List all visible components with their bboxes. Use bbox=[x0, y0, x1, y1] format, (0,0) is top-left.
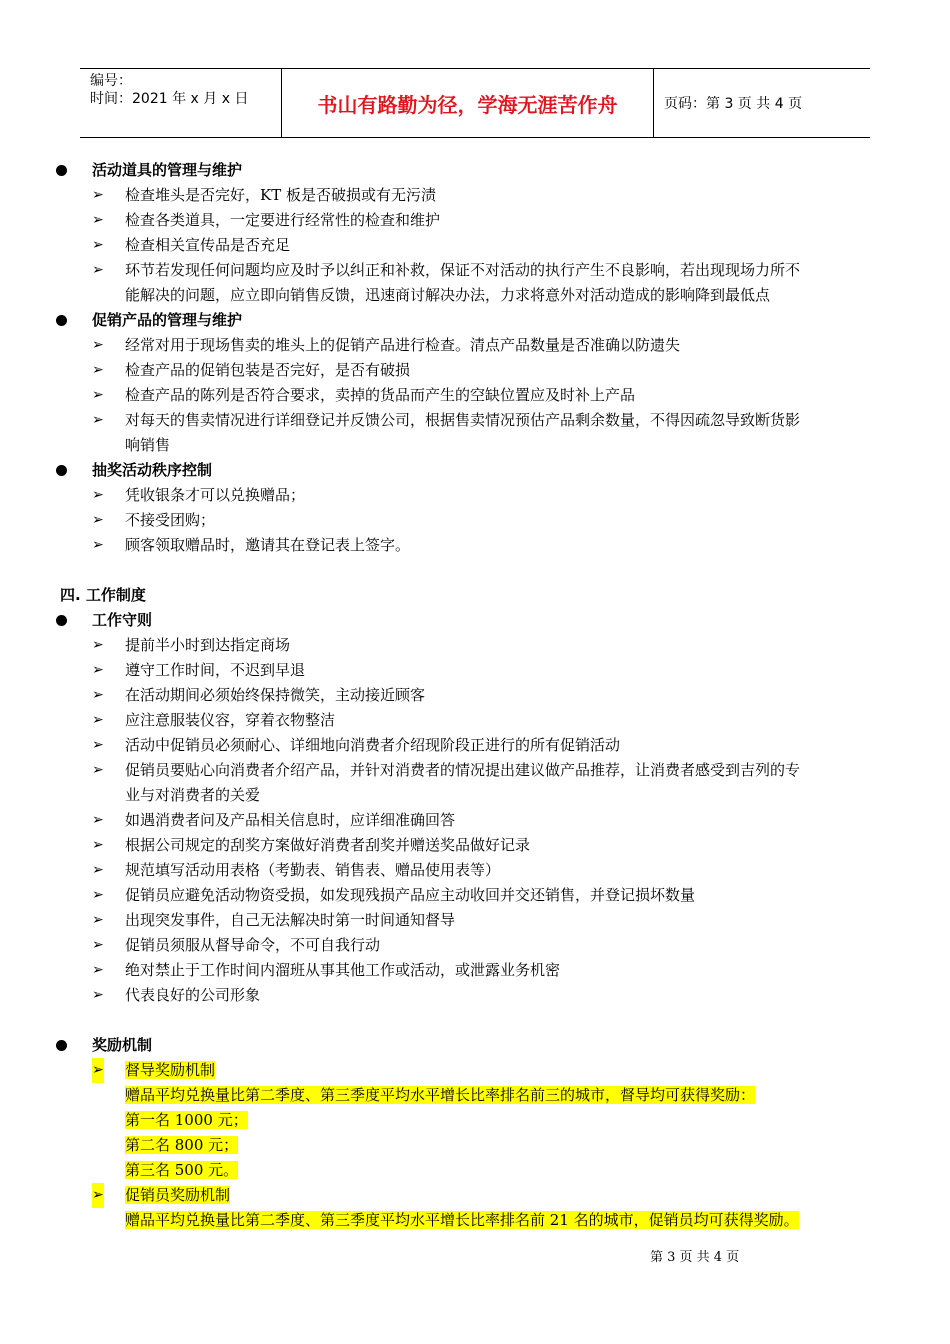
list-item: 能解决的问题，应立即向销售反馈，迅速商讨解决办法，力求将意外对活动造成的影响降到最低点 bbox=[125, 286, 771, 304]
list-item: 不接受团购； bbox=[125, 511, 216, 529]
section-heading: 奖励机制 bbox=[92, 1036, 153, 1054]
arrow-bullet-icon: ➢ bbox=[92, 762, 104, 778]
list-item: 如遇消费者问及产品相关信息时，应详细准确回答 bbox=[125, 811, 456, 829]
list-item: 遵守工作时间，不迟到早退 bbox=[125, 661, 306, 679]
list-item: 第二名 800 元； bbox=[125, 1136, 239, 1154]
list-item: 检查相关宣传品是否充足 bbox=[125, 236, 291, 254]
arrow-bullet-icon: ➢ bbox=[92, 737, 104, 753]
arrow-bullet-icon: ➢ bbox=[92, 962, 104, 978]
arrow-bullet-icon: ➢ bbox=[92, 262, 104, 278]
arrow-bullet-icon: ➢ bbox=[92, 1058, 104, 1083]
header-meta bbox=[80, 69, 282, 137]
list-item: 规范填写活动用表格（考勤表、销售表、赠品使用表等） bbox=[125, 861, 501, 879]
list-item: 赠品平均兑换量比第二季度、第三季度平均水平增长比率排名前 21 名的城市，促销员均可获得奖励。 bbox=[125, 1211, 799, 1229]
list-item: 根据公司规定的刮奖方案做好消费者刮奖并赠送奖品做好记录 bbox=[125, 836, 531, 854]
list-item: 经常对用于现场售卖的堆头上的促销产品进行检查。清点产品数量是否准确以防遗失 bbox=[125, 336, 681, 354]
section-title: 四. 工作制度 bbox=[60, 586, 146, 604]
list-item: 赠品平均兑换量比第二季度、第三季度平均水平增长比率排名前三的城市，督导均可获得奖励： bbox=[125, 1086, 756, 1104]
list-item: 检查产品的陈列是否符合要求，卖掉的货品而产生的空缺位置应及时补上产品 bbox=[125, 386, 636, 404]
list-item: 凭收银条才可以兑换赠品； bbox=[125, 486, 306, 504]
arrow-bullet-icon: ➢ bbox=[92, 512, 104, 528]
arrow-bullet-icon: ➢ bbox=[92, 712, 104, 728]
arrow-bullet-icon: ➢ bbox=[92, 912, 104, 928]
list-item: 提前半小时到达指定商场 bbox=[125, 636, 291, 654]
list-item: 业与对消费者的关爱 bbox=[125, 786, 261, 804]
arrow-bullet-icon: ➢ bbox=[92, 662, 104, 678]
arrow-bullet-icon: ➢ bbox=[92, 412, 104, 428]
arrow-bullet-icon: ➢ bbox=[92, 887, 104, 903]
section-heading: 工作守则 bbox=[92, 611, 153, 629]
list-item: 响销售 bbox=[125, 436, 171, 454]
time-label: 时间：2021 年 x 月 x 日 bbox=[90, 91, 249, 107]
section-heading: 抽奖活动秩序控制 bbox=[92, 461, 213, 479]
list-item: 在活动期间必须始终保持微笑，主动接近顾客 bbox=[125, 686, 426, 704]
number-label: 编号： bbox=[90, 73, 132, 89]
bullet-icon bbox=[56, 1040, 67, 1051]
arrow-bullet-icon: ➢ bbox=[92, 537, 104, 553]
list-item: 绝对禁止于工作时间内溜班从事其他工作或活动，或泄露业务机密 bbox=[125, 961, 561, 979]
arrow-bullet-icon: ➢ bbox=[92, 687, 104, 703]
list-item: 应注意服装仪容，穿着衣物整洁 bbox=[125, 711, 336, 729]
list-item: 顾客领取赠品时，邀请其在登记表上签字。 bbox=[125, 536, 411, 554]
arrow-bullet-icon: ➢ bbox=[92, 987, 104, 1003]
arrow-bullet-icon: ➢ bbox=[92, 212, 104, 228]
list-item: 检查产品的促销包装是否完好，是否有破损 bbox=[125, 361, 411, 379]
list-item: 第三名 500 元。 bbox=[125, 1161, 239, 1179]
list-item: 出现突发事件，自己无法解决时第一时间通知督导 bbox=[125, 911, 456, 929]
bullet-icon bbox=[56, 315, 67, 326]
arrow-bullet-icon: ➢ bbox=[92, 362, 104, 378]
arrow-bullet-icon: ➢ bbox=[92, 487, 104, 503]
header-page-code: 页码：第 3 页 共 4 页 bbox=[664, 96, 803, 112]
list-item: 促销员要贴心向消费者介绍产品，并针对消费者的情况提出建议做产品推荐，让消费者感受到吉列的专 bbox=[125, 761, 801, 779]
arrow-bullet-icon: ➢ bbox=[92, 237, 104, 253]
page-header bbox=[80, 68, 870, 138]
arrow-bullet-icon: ➢ bbox=[92, 387, 104, 403]
list-item: 对每天的售卖情况进行详细登记并反馈公司，根据售卖情况预估产品剩余数量，不得因疏忽导致断货影 bbox=[125, 411, 801, 429]
arrow-bullet-icon: ➢ bbox=[92, 937, 104, 953]
bullet-icon bbox=[56, 165, 67, 176]
section-heading: 促销产品的管理与维护 bbox=[92, 311, 243, 329]
list-item: 代表良好的公司形象 bbox=[125, 986, 261, 1004]
list-item: 促销员奖励机制 bbox=[125, 1186, 231, 1204]
page-footer: 第 3 页 共 4 页 bbox=[650, 1250, 740, 1265]
arrow-bullet-icon: ➢ bbox=[92, 187, 104, 203]
list-item: 环节若发现任何问题均应及时予以纠正和补救，保证不对活动的执行产生不良影响，若出现现场力所不 bbox=[125, 261, 801, 279]
bullet-icon bbox=[56, 465, 67, 476]
arrow-bullet-icon: ➢ bbox=[92, 337, 104, 353]
section-heading: 活动道具的管理与维护 bbox=[92, 161, 243, 179]
bullet-icon bbox=[56, 615, 67, 626]
header-motto: 书山有路勤为径，学海无涯苦作舟 bbox=[282, 69, 654, 137]
arrow-bullet-icon: ➢ bbox=[92, 1183, 104, 1208]
arrow-bullet-icon: ➢ bbox=[92, 862, 104, 878]
list-item: 促销员须服从督导命令，不可自我行动 bbox=[125, 936, 381, 954]
list-item: 检查堆头是否完好，KT 板是否破损或有无污渍 bbox=[125, 186, 436, 204]
list-item: 检查各类道具，一定要进行经常性的检查和维护 bbox=[125, 211, 441, 229]
list-item: 督导奖励机制 bbox=[125, 1061, 216, 1079]
arrow-bullet-icon: ➢ bbox=[92, 812, 104, 828]
arrow-bullet-icon: ➢ bbox=[92, 837, 104, 853]
arrow-bullet-icon: ➢ bbox=[92, 637, 104, 653]
list-item: 活动中促销员必须耐心、详细地向消费者介绍现阶段正进行的所有促销活动 bbox=[125, 736, 621, 754]
list-item: 第一名 1000 元； bbox=[125, 1111, 248, 1129]
list-item: 促销员应避免活动物资受损，如发现残损产品应主动收回并交还销售，并登记损坏数量 bbox=[125, 886, 696, 904]
